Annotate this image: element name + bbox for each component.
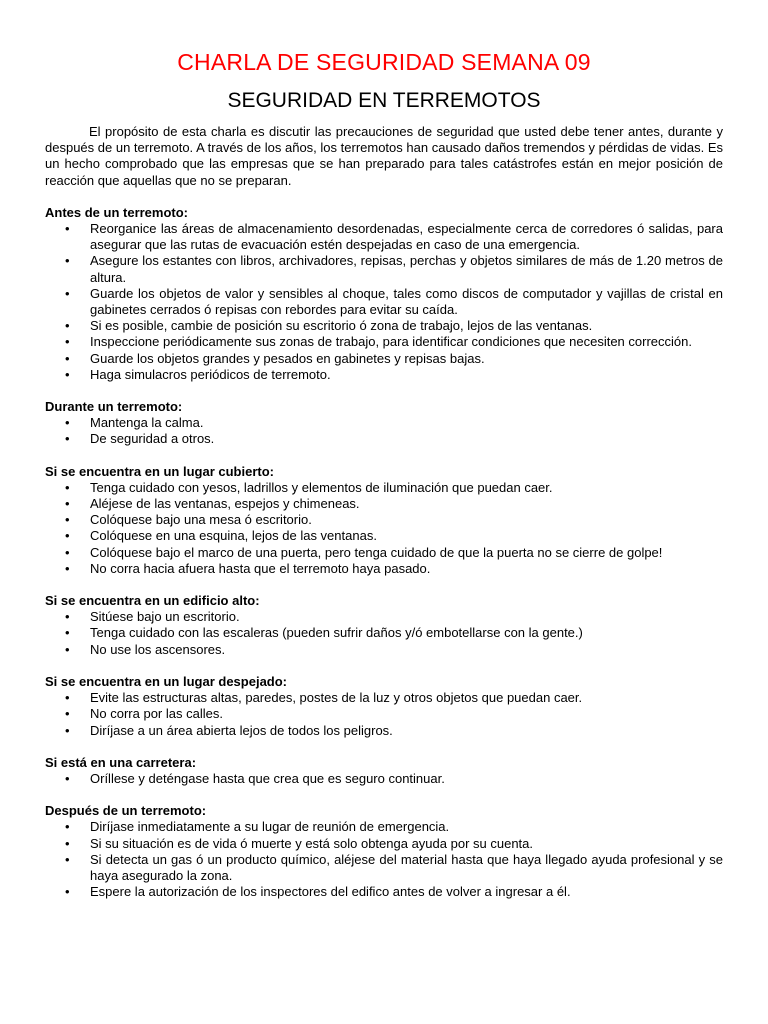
list-item: • Oríllese y deténgase hasta que crea que es seguro continuar. [45,771,723,787]
section-heading: Si se encuentra en un lugar cubierto: [45,463,274,479]
bullet-list [45,609,723,658]
list-item: • Haga simulacros periódicos de terremoto. [45,367,723,383]
list-item: • Guarde los objetos grandes y pesados en gabinetes y repisas bajas. [45,351,723,367]
page-title: CHARLA DE SEGURIDAD SEMANA 09 [177,49,591,75]
section-heading: Durante un terremoto: [45,399,183,415]
list-item: • No corra hacia afuera hasta que el terremoto haya pasado. [45,561,723,577]
section [45,593,723,658]
section-heading: Si se encuentra en un edificio alto: [45,593,260,609]
list-item: • Mantenga la calma. [45,415,723,431]
section [45,755,723,787]
section [45,674,723,739]
list-item: • Colóquese en una esquina, lejos de las ventanas. [45,528,723,544]
intro-paragraph: El propósito de esta charla es discutir las precauciones de seguridad que usted debe tener antes, durante y después de un terremoto. A través de los años, los terremotos han causado daños tremendos y pérdidas de vidas. Es un hecho comprobado que las empresas que se han preparado para tales catástrofes están en mejor posición de reacción que aquellas que no se preparan. [45,124,723,188]
list-item: • Sitúese bajo un escritorio. [45,609,723,625]
section [45,803,723,900]
page-subtitle: SEGURIDAD EN TERREMOTOS [227,89,541,112]
list-item: • Reorganice las áreas de almacenamiento desordenadas, especialmente cerca de corredores ó salidas, para asegurar que las rutas de evacuación estén despejadas en caso de una emergencia. [45,221,723,253]
list-item: • Diríjase inmediatamente a su lugar de reunión de emergencia. [45,819,723,835]
bullet-list [45,415,723,447]
bullet-list [45,221,723,383]
sections-container [45,205,723,901]
bullet-list [45,819,723,900]
section-heading: Si está en una carretera: [45,754,197,770]
list-item: • Diríjase a un área abierta lejos de todos los peligros. [45,723,723,739]
list-item: • De seguridad a otros. [45,431,723,447]
bullet-list [45,771,723,787]
bullet-list [45,690,723,739]
list-item: • Si es posible, cambie de posición su escritorio ó zona de trabajo, lejos de las ventanas. [45,318,723,334]
section-heading: Después de un terremoto: [45,803,207,819]
list-item: • No use los ascensores. [45,642,723,658]
list-item: • Colóquese bajo el marco de una puerta, pero tenga cuidado de que la puerta no se cierre de golpe! [45,545,723,561]
list-item: • Colóquese bajo una mesa ó escritorio. [45,512,723,528]
list-item: • Espere la autorización de los inspectores del edifico antes de volver a ingresar a él. [45,884,723,900]
section-heading: Si se encuentra en un lugar despejado: [45,673,288,689]
list-item: • Inspeccione periódicamente sus zonas de trabajo, para identificar condiciones que necesiten corrección. [45,334,723,350]
list-item: • No corra por las calles. [45,706,723,722]
list-item: • Tenga cuidado con las escaleras (pueden sufrir daños y/ó embotellarse con la gente.) [45,625,723,641]
section [45,464,723,577]
list-item: • Tenga cuidado con yesos, ladrillos y elementos de iluminación que puedan caer. [45,480,723,496]
section-heading: Antes de un terremoto: [45,204,189,220]
bullet-list [45,480,723,577]
list-item: • Guarde los objetos de valor y sensibles al choque, tales como discos de computador y vajillas de cristal en gabinetes cerrados ó repisas con rebordes para evitar su caída. [45,286,723,318]
list-item: • Evite las estructuras altas, paredes, postes de la luz y otros objetos que puedan caer. [45,690,723,706]
section [45,205,723,383]
list-item: • Aléjese de las ventanas, espejos y chimeneas. [45,496,723,512]
list-item: • Asegure los estantes con libros, archivadores, repisas, perchas y objetos similares de más de 1.20 metros de altura. [45,253,723,285]
list-item: • Si detecta un gas ó un producto químico, aléjese del material hasta que haya llegado ayuda profesional y se haya asegurado la zona. [45,852,723,884]
section [45,399,723,448]
list-item: • Si su situación es de vida ó muerte y está solo obtenga ayuda por su cuenta. [45,836,723,852]
